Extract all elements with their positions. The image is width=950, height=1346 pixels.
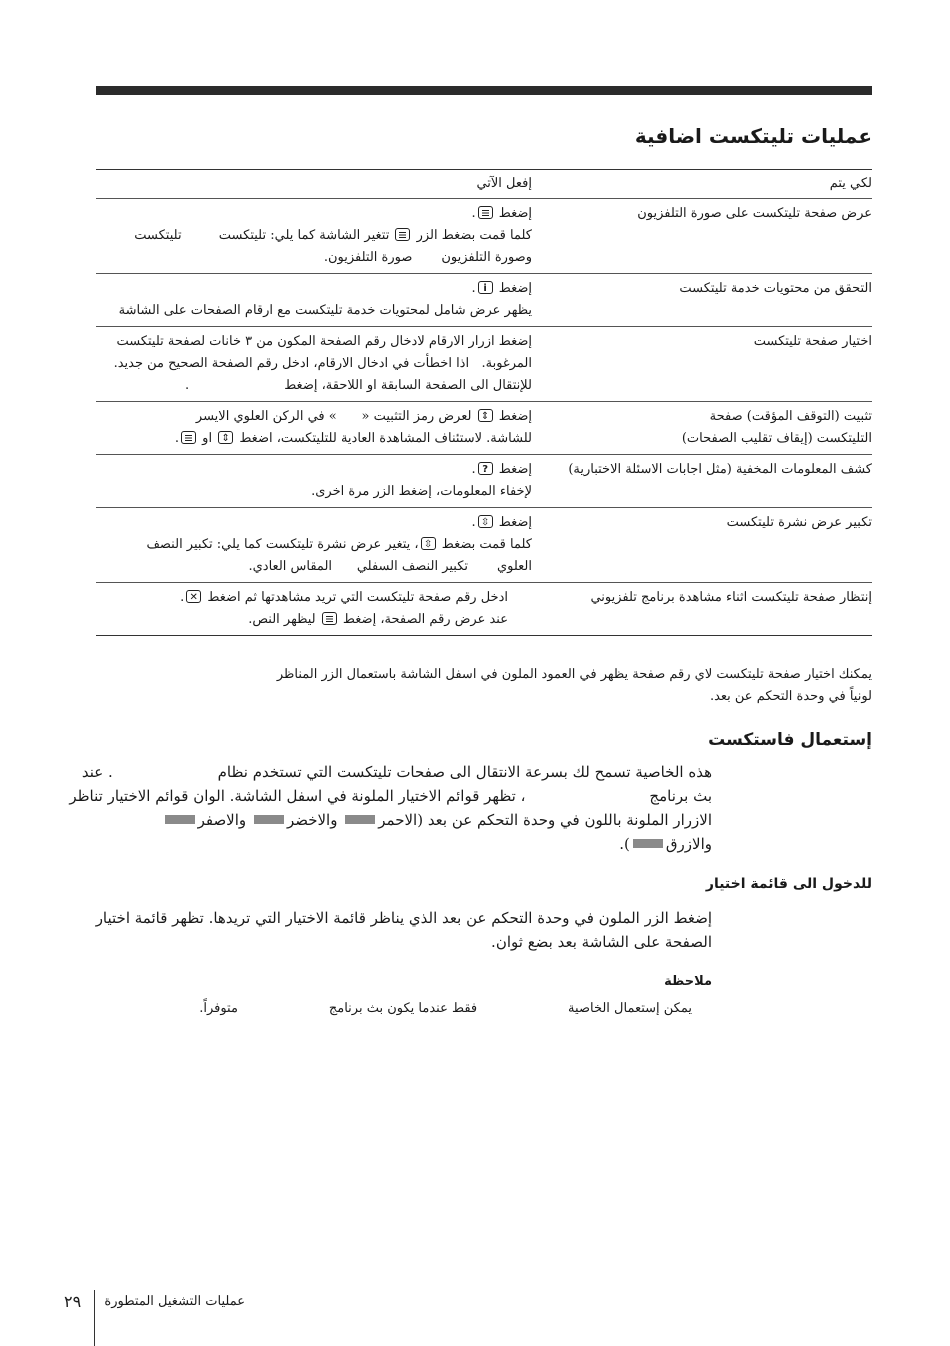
action-text: العلوي	[496, 559, 532, 574]
action-text: اذا اخطأت في ادخال الارقام، ادخل رقم الصفحة الصحيح من جديد.	[113, 356, 470, 371]
fastext-text: . عند	[81, 763, 113, 781]
press-text: إضغط	[498, 462, 532, 477]
action-line: إضغط ?.	[100, 459, 532, 481]
table-row	[96, 508, 872, 583]
size-button-icon	[421, 537, 436, 550]
remark-text	[199, 998, 692, 1020]
menu-access-line: إضغط الزر الملون في وحدة التحكم عن بعد الذي يناظر قائمة الاختيار التي تريدها. تظهر قائمة اختيار	[95, 909, 712, 927]
row-task	[536, 327, 872, 401]
action-line	[100, 225, 532, 247]
fastext-text: هذه الخاصية تسمح لك بسرعة الانتقال الى صفحات تليتكست التي تستخدم نظام	[217, 763, 712, 781]
task-line: كشف المعلومات المخفية (مثل اجابات الاسئلة الاختبارية)	[568, 462, 872, 477]
teletext-button-icon	[322, 612, 337, 625]
row-task	[536, 274, 872, 326]
row-action	[96, 274, 536, 326]
action-line	[100, 556, 532, 578]
teletext-button-icon	[181, 431, 196, 444]
press-text: إضغط	[498, 206, 532, 221]
table-row	[96, 327, 872, 402]
action-line: للإنتقال الى الصفحة السابقة او اللاحقة، إضغط .	[185, 378, 532, 393]
action-text: المرغوبة.	[481, 356, 532, 371]
action-text: ليظهر النص.	[248, 612, 316, 627]
action-text: صورة التلفزيون.	[323, 250, 413, 265]
action-text: تتغير الشاشة كما يلي: تليتكست	[218, 228, 390, 243]
action-line	[100, 534, 532, 556]
action-text: ادخل رقم صفحة تليتكست التي تريد مشاهدتها ثم اضغط	[207, 590, 508, 605]
table-row	[96, 455, 872, 508]
fastext-text: ، تظهر قوائم الاختيار الملونة في اسفل الشاشة. الوان قوائم الاختيار تناظر	[69, 787, 526, 805]
menu-access-line: الصفحة على الشاشة بعد بضع ثوان.	[491, 933, 712, 951]
hold-button-icon	[218, 431, 233, 444]
row-action	[96, 583, 536, 635]
task-line: التليتكست (إيقاف تقليب الصفحات)	[681, 431, 872, 446]
table-row	[96, 583, 872, 636]
table-header	[96, 170, 872, 199]
remark-title: ملاحظة	[664, 974, 712, 989]
fastext-line	[69, 784, 712, 808]
table-row	[96, 274, 872, 327]
action-line	[100, 609, 508, 631]
note-paragraph	[112, 664, 872, 708]
operations-table	[96, 169, 872, 636]
action-line: إضغط ⇳.	[100, 512, 532, 534]
reveal-button-icon	[478, 462, 493, 475]
press-text: إضغط	[498, 281, 532, 296]
footer-section: عمليات التشغيل المتطورة	[104, 1294, 245, 1309]
row-task	[536, 402, 872, 454]
top-rule	[96, 86, 872, 95]
task-line: تثبيت (التوقف المؤقت) صفحة	[709, 409, 872, 424]
action-text: كلما قمت بضغط الزر	[416, 228, 532, 243]
note-line: يمكنك اختيار صفحة تليتكست لاي رقم صفحة يظهر في العمود الملون في اسفل الشاشة باستعمال الزر المناظر	[276, 667, 872, 682]
fastext-text: والاخضر	[286, 811, 338, 829]
menu-access-title: للدخول الى قائمة اختيار	[705, 876, 872, 892]
fastext-paragraph	[69, 760, 712, 856]
menu-access-paragraph	[95, 906, 712, 954]
press-text: إضغط	[498, 409, 532, 424]
fastext-line	[102, 832, 712, 856]
action-line: إضغط ازرار الارقام لادخال رقم الصفحة المكون من ٣ خانات لصفحة تليتكست	[116, 334, 532, 349]
page-number: ٢٩	[64, 1292, 82, 1311]
remark-part: فقط عندما يكون بث برنامج	[328, 1001, 478, 1016]
fastext-line	[81, 760, 712, 784]
action-text: عند عرض رقم الصفحة، إضغط	[342, 612, 508, 627]
yellow-key-swatch	[165, 815, 195, 824]
index-button-icon	[478, 281, 493, 294]
row-action	[96, 455, 536, 507]
task-line: التحقق من محتويات خدمة تليتكست	[679, 281, 872, 296]
red-key-swatch	[345, 815, 375, 824]
press-text: إضغط	[498, 515, 532, 530]
action-text: ، يتغير عرض نشرة تليتكست كما يلي: تكبير النصف	[146, 537, 419, 552]
blue-key-swatch	[633, 839, 663, 848]
action-line: يظهر عرض شامل لمحتويات خدمة تليتكست مع ارقام الصفحات على الشاشة	[118, 303, 532, 318]
fastext-text: والازرق	[665, 835, 712, 853]
row-task	[536, 199, 872, 273]
row-action	[96, 508, 536, 582]
note-line: لونياً في وحدة التحكم عن بعد.	[709, 689, 872, 704]
task-line: اختيار صفحة تليتكست	[753, 334, 872, 349]
green-key-swatch	[254, 815, 284, 824]
table-row	[96, 199, 872, 274]
cancel-button-icon	[186, 590, 201, 603]
fastext-title: إستعمال فاستكست	[708, 730, 872, 750]
action-text: » في الركن العلوي الايسر	[195, 409, 337, 424]
row-action	[96, 402, 536, 454]
fastext-text: بث برنامج	[649, 787, 712, 805]
hold-button-icon	[478, 409, 493, 422]
action-line: ادخل رقم صفحة تليتكست التي تريد مشاهدتها ثم اضغط ✕.	[100, 587, 508, 609]
action-line: إضغط .	[471, 206, 532, 221]
row-task	[536, 455, 872, 507]
row-action	[96, 199, 536, 273]
fastext-line	[102, 808, 712, 832]
action-text: وصورة التلفزيون	[441, 250, 532, 265]
action-line: إضغط i.	[100, 278, 532, 300]
size-button-icon	[478, 515, 493, 528]
row-task	[536, 508, 872, 582]
task-line: إنتظار صفحة تليتكست اثناء مشاهدة برنامج تلفزيوني	[590, 590, 872, 605]
fastext-text: والاصفر	[197, 811, 247, 829]
header-task: لكي يتم	[829, 176, 872, 191]
action-line	[100, 247, 532, 269]
row-task	[536, 583, 872, 635]
action-text: للإنتقال الى الصفحة السابقة او اللاحقة، إضغط	[284, 378, 532, 393]
action-text: المقاس العادي.	[248, 559, 333, 574]
action-text: كلما قمت بضغط	[441, 537, 532, 552]
action-text: تليتكست	[134, 228, 182, 243]
remark-part: يمكن إستعمال الخاصية	[568, 1001, 692, 1016]
footer-rule	[94, 1290, 95, 1346]
teletext-button-icon	[395, 228, 410, 241]
section-title: عمليات تليتكست اضافية	[634, 124, 872, 148]
action-text: لعرض رمز التثبيت «	[361, 409, 472, 424]
action-text: تكبير النصف السفلي	[356, 559, 469, 574]
fastext-text: الازرار الملونة باللون في وحدة التحكم عن بعد (الاحمر	[378, 811, 712, 829]
header-action: إفعل الآتي	[476, 176, 532, 191]
table-row	[96, 402, 872, 455]
action-line: لإخفاء المعلومات، إضغط الزر مرة اخرى.	[311, 484, 532, 499]
task-line: تكبير عرض نشرة تليتكست	[726, 515, 872, 530]
fastext-text: ).	[619, 835, 630, 853]
action-line: للشاشة. لاستئناف المشاهدة العادية للتليتكست، اضغط ⇕ او .	[100, 428, 532, 450]
action-text: للشاشة. لاستئناف المشاهدة العادية للتليتكست، اضغط	[239, 431, 532, 446]
teletext-button-icon	[478, 206, 493, 219]
remark-part: متوفراً.	[199, 1001, 238, 1016]
action-line	[100, 406, 532, 428]
action-text: او	[202, 431, 213, 446]
task-line: عرض صفحة تليتكست على صورة التلفزيون	[637, 206, 872, 221]
action-line	[100, 353, 532, 375]
row-action	[96, 327, 536, 401]
